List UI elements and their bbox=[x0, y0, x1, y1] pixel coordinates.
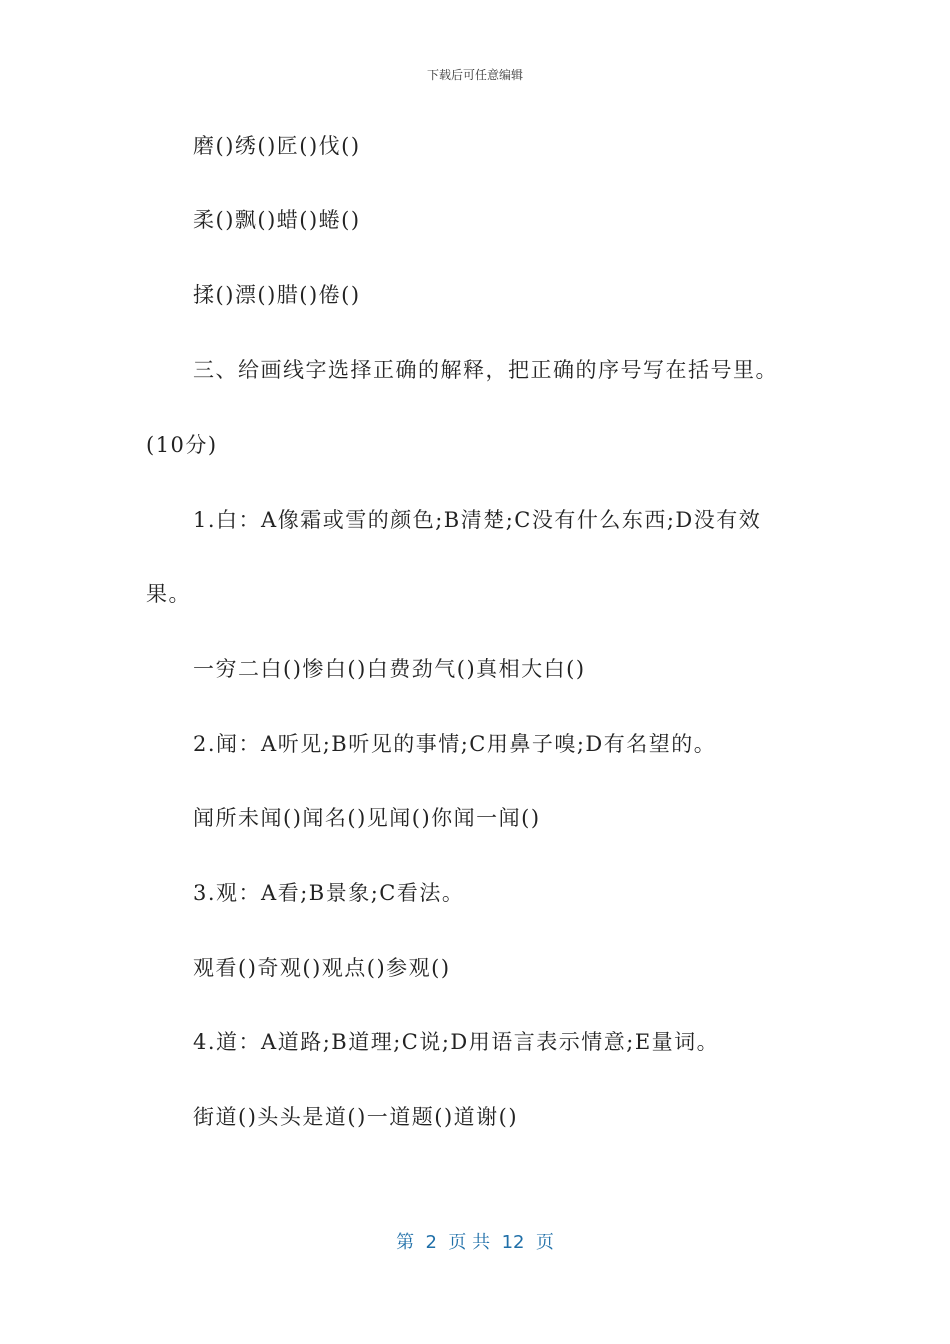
header-note: 下载后可任意编辑 bbox=[426, 68, 523, 82]
text-line: 柔()飘()蜡()蜷() bbox=[193, 208, 361, 232]
text-line: 揉()漂()腊()倦() bbox=[193, 283, 361, 307]
text-line: 闻所未闻()闻名()见闻()你闻一闻() bbox=[193, 806, 541, 830]
text-line: 一穷二白()惨白()白费劲气()真相大白() bbox=[193, 657, 586, 681]
page-footer: 第 2 页 共 12 页 bbox=[396, 1232, 554, 1253]
text-line: 3.观：A看;B景象;C看法。 bbox=[193, 881, 465, 905]
question-heading: 三、给画线字选择正确的解释，把正确的序号写在括号里。 bbox=[193, 358, 778, 382]
text-line: 观看()奇观()观点()参观() bbox=[193, 956, 451, 980]
text-line: 2.闻：A听见;B听见的事情;C用鼻子嗅;D有名望的。 bbox=[193, 732, 717, 756]
text-line: 磨()绣()匠()伐() bbox=[193, 134, 361, 158]
text-line: 1.白：A像霜或雪的颜色;B清楚;C没有什么东西;D没有效 bbox=[193, 508, 762, 532]
text-line: 4.道：A道路;B道理;C说;D用语言表示情意;E量词。 bbox=[193, 1030, 720, 1054]
question-score: (10分) bbox=[146, 433, 218, 457]
text-line: 果。 bbox=[146, 582, 191, 606]
text-line: 街道()头头是道()一道题()道谢() bbox=[193, 1105, 519, 1129]
